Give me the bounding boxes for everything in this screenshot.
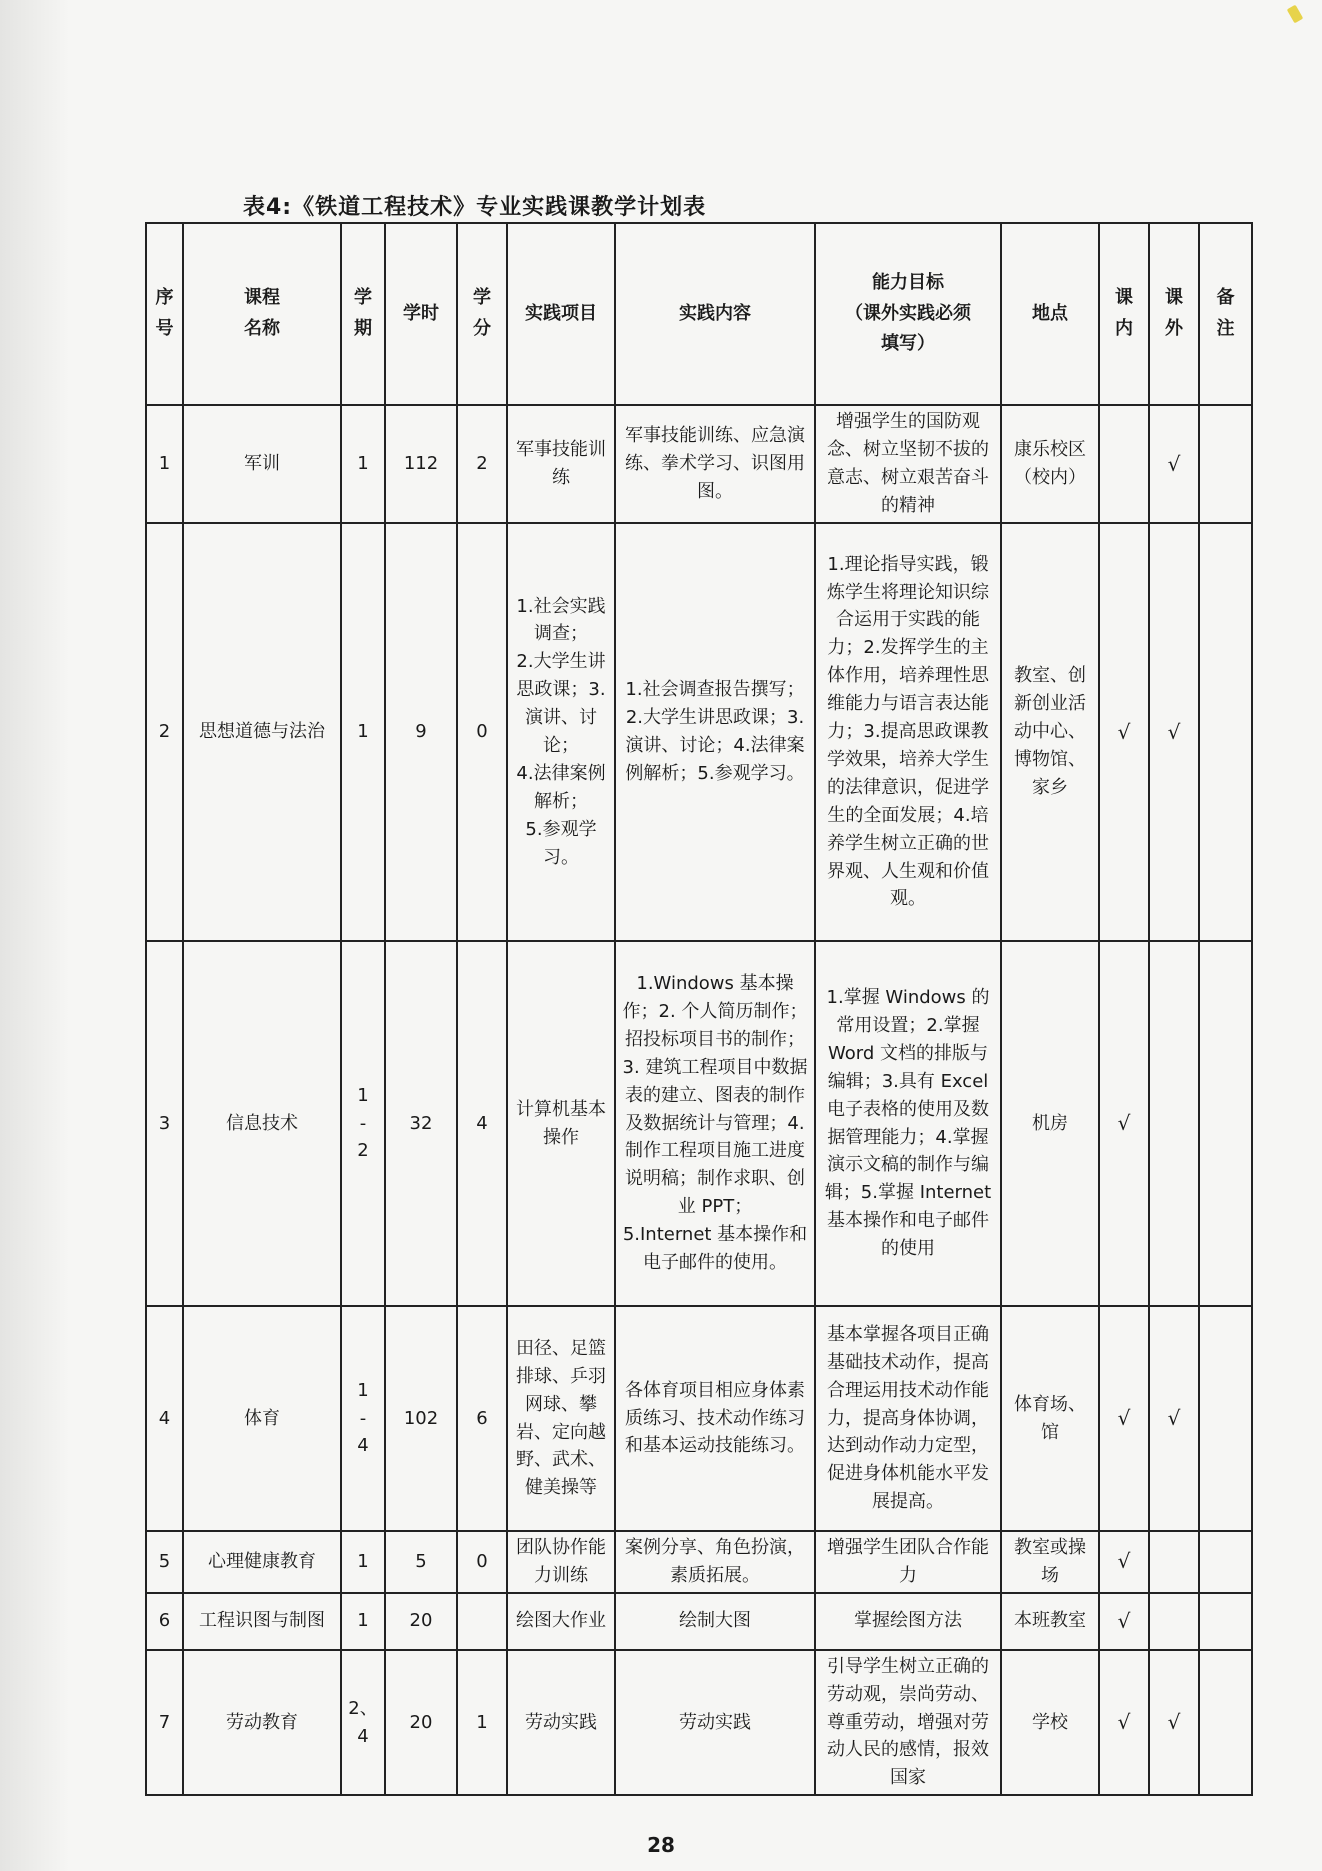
cell-project: 田径、足篮排球、乒羽网球、攀岩、定向越野、武术、健美操等 [507, 1306, 615, 1531]
page-edge-shadow [0, 0, 70, 1871]
cell-seq: 3 [146, 941, 183, 1306]
header-row [146, 223, 1252, 405]
cell-hours: 112 [385, 405, 457, 523]
table-row [146, 941, 1252, 1306]
cell-credit: 2 [457, 405, 507, 523]
cell-hours: 20 [385, 1650, 457, 1795]
cell-place: 教室或操场 [1001, 1531, 1099, 1593]
table-title: 表4:《铁道工程技术》专业实践课教学计划表 [243, 195, 707, 220]
header-out-class: 课 外 [1149, 223, 1199, 405]
cell-hours: 5 [385, 1531, 457, 1593]
cell-content: 1.社会调查报告撰写；2.大学生讲思政课；3.演讲、讨论；4.法律案例解析；5.参观学习。 [615, 523, 815, 941]
cell-out-class-check: √ [1149, 1650, 1199, 1795]
table-row [146, 1306, 1252, 1531]
practice-plan-table [145, 222, 1253, 1796]
cell-term: 2、4 [341, 1650, 385, 1795]
cell-hours: 102 [385, 1306, 457, 1531]
cell-term: 1 [341, 1531, 385, 1593]
cell-term: 1 - 2 [341, 941, 385, 1306]
cell-course-name: 思想道德与法治 [183, 523, 341, 941]
cell-note [1199, 1306, 1252, 1531]
cell-credit: 4 [457, 941, 507, 1306]
cell-place: 本班教室 [1001, 1593, 1099, 1650]
cell-term: 1 [341, 523, 385, 941]
header-in-class: 课 内 [1099, 223, 1149, 405]
cell-note [1199, 405, 1252, 523]
cell-hours: 9 [385, 523, 457, 941]
cell-out-class-check [1149, 1593, 1199, 1650]
cell-out-class-check: √ [1149, 405, 1199, 523]
cell-credit [457, 1593, 507, 1650]
cell-goal: 掌握绘图方法 [815, 1593, 1001, 1650]
cell-note [1199, 941, 1252, 1306]
cell-hours: 20 [385, 1593, 457, 1650]
cell-in-class-check: √ [1099, 941, 1149, 1306]
cell-seq: 6 [146, 1593, 183, 1650]
cell-in-class-check: √ [1099, 523, 1149, 941]
cell-note [1199, 1650, 1252, 1795]
cell-project: 1.社会实践调查； 2.大学生讲思政课；3.演讲、讨论； 4.法律案例解析； 5.参观学习。 [507, 523, 615, 941]
cell-note [1199, 523, 1252, 941]
header-goal: 能力目标 （课外实践必须 填写） [815, 223, 1001, 405]
table-row [146, 1531, 1252, 1593]
cell-goal: 增强学生团队合作能力 [815, 1531, 1001, 1593]
cell-in-class-check: √ [1099, 1306, 1149, 1531]
page-number: 28 [647, 1833, 675, 1857]
cell-course-name: 心理健康教育 [183, 1531, 341, 1593]
cell-goal: 引导学生树立正确的劳动观，崇尚劳动、尊重劳动，增强对劳动人民的感情，报效国家 [815, 1650, 1001, 1795]
cell-content: 各体育项目相应身体素质练习、技术动作练习和基本运动技能练习。 [615, 1306, 815, 1531]
cell-out-class-check: √ [1149, 1306, 1199, 1531]
cell-place: 学校 [1001, 1650, 1099, 1795]
cell-out-class-check: √ [1149, 523, 1199, 941]
cell-goal: 增强学生的国防观念、树立坚韧不拔的意志、树立艰苦奋斗的精神 [815, 405, 1001, 523]
cell-out-class-check [1149, 1531, 1199, 1593]
cell-place: 体育场、馆 [1001, 1306, 1099, 1531]
cell-course-name: 体育 [183, 1306, 341, 1531]
header-course-name: 课程 名称 [183, 223, 341, 405]
cell-place: 教室、创新创业活动中心、博物馆、家乡 [1001, 523, 1099, 941]
cell-content: 1.Windows 基本操作；2. 个人简历制作；招投标项目书的制作；3. 建筑工程项目中数据表的建立、图表的制作及数据统计与管理；4.制作工程项目施工进度说明稿；制作求职、创业 PPT； 5.Internet 基本操作和电子邮件的使用。 [615, 941, 815, 1306]
cell-term: 1 [341, 405, 385, 523]
cell-note [1199, 1593, 1252, 1650]
cell-goal: 基本掌握各项目正确基础技术动作，提高合理运用技术动作能力，提高身体协调，达到动作动力定型，促进身体机能水平发展提高。 [815, 1306, 1001, 1531]
header-note: 备 注 [1199, 223, 1252, 405]
cell-project: 绘图大作业 [507, 1593, 615, 1650]
cell-project: 军事技能训练 [507, 405, 615, 523]
cell-project: 计算机基本操作 [507, 941, 615, 1306]
cell-seq: 1 [146, 405, 183, 523]
cell-goal: 1.理论指导实践，锻炼学生将理论知识综合运用于实践的能力；2.发挥学生的主体作用，培养理性思维能力与语言表达能力；3.提高思政课教学效果，培养大学生的法律意识，促进学生的全面发展；4.培养学生树立正确的世界观、人生观和价值观。 [815, 523, 1001, 941]
header-hours: 学时 [385, 223, 457, 405]
cell-goal: 1.掌握 Windows 的常用设置；2.掌握 Word 文档的排版与编辑；3.具有 Excel 电子表格的使用及数据管理能力；4.掌握演示文稿的制作与编辑；5.掌握 Internet 基本操作和电子邮件的使用 [815, 941, 1001, 1306]
cell-course-name: 工程识图与制图 [183, 1593, 341, 1650]
cell-out-class-check [1149, 941, 1199, 1306]
cell-seq: 5 [146, 1531, 183, 1593]
header-content: 实践内容 [615, 223, 815, 405]
cell-term: 1 [341, 1593, 385, 1650]
table-row [146, 1650, 1252, 1795]
cell-credit: 1 [457, 1650, 507, 1795]
cell-course-name: 劳动教育 [183, 1650, 341, 1795]
cell-project: 团队协作能力训练 [507, 1531, 615, 1593]
header-term: 学 期 [341, 223, 385, 405]
cell-term: 1 - 4 [341, 1306, 385, 1531]
cell-in-class-check: √ [1099, 1593, 1149, 1650]
header-seq: 序 号 [146, 223, 183, 405]
cell-seq: 2 [146, 523, 183, 941]
cell-in-class-check: √ [1099, 1650, 1149, 1795]
cell-course-name: 军训 [183, 405, 341, 523]
header-project: 实践项目 [507, 223, 615, 405]
cell-credit: 0 [457, 1531, 507, 1593]
cell-content: 军事技能训练、应急演练、拳术学习、识图用图。 [615, 405, 815, 523]
cell-content: 案例分享、角色扮演，素质拓展。 [615, 1531, 815, 1593]
header-credit: 学 分 [457, 223, 507, 405]
cell-place: 康乐校区（校内） [1001, 405, 1099, 523]
cell-place: 机房 [1001, 941, 1099, 1306]
cell-project: 劳动实践 [507, 1650, 615, 1795]
cell-note [1199, 1531, 1252, 1593]
cell-content: 绘制大图 [615, 1593, 815, 1650]
cell-credit: 6 [457, 1306, 507, 1531]
cell-content: 劳动实践 [615, 1650, 815, 1795]
cell-in-class-check: √ [1099, 1531, 1149, 1593]
cell-course-name: 信息技术 [183, 941, 341, 1306]
table-row [146, 405, 1252, 523]
cell-seq: 4 [146, 1306, 183, 1531]
cell-credit: 0 [457, 523, 507, 941]
cell-in-class-check [1099, 405, 1149, 523]
table-row [146, 1593, 1252, 1650]
table-row [146, 523, 1252, 941]
cell-hours: 32 [385, 941, 457, 1306]
corner-sticker-mark [1287, 5, 1304, 24]
cell-seq: 7 [146, 1650, 183, 1795]
header-place: 地点 [1001, 223, 1099, 405]
